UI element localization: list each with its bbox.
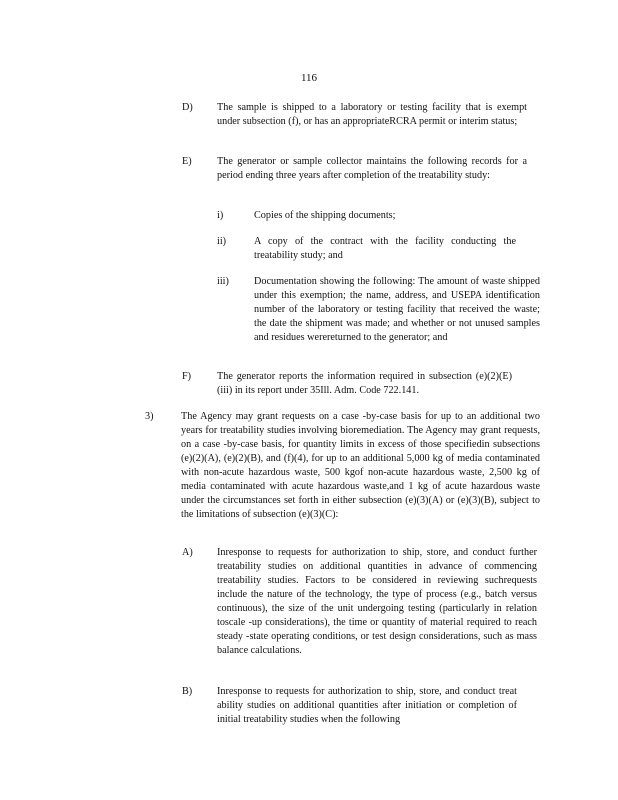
item-3-label: 3): [145, 411, 154, 422]
item-f-label: F): [182, 371, 192, 382]
item-3a-text: Inresponse to requests for authorization to ship, store, and conduct further treatability studies on additional quantities in advance of commencing treatability studies. Factors to be considered in reviewing suchrequests include the nature of the technology, the type of process (e.g., batch versus continuous), the size of the unit undergoing testing (particularly in relation toscale -up considerations), the time or quantity of material required to reach steady -state operating conditions, or test design considerations, such as mass balance calculations.: [217, 547, 537, 656]
page-number: 116: [300, 72, 318, 84]
item-d-text: The sample is shipped to a laboratory or testing facility that is exempt under subsection (f), or has an appropriateRCRA permit or interim status;: [217, 102, 527, 127]
item-3b-label: B): [182, 686, 193, 697]
item-3a-label: A): [182, 547, 193, 558]
item-e-ii-text: A copy of the contract with the facility conducting the treatability study; and: [254, 236, 516, 261]
item-d-label: D): [182, 102, 193, 113]
item-e-i-text: Copies of the shipping documents;: [254, 210, 396, 221]
item-3b-text: Inresponse to requests for authorization to ship, store, and conduct treat ability studies on additional quantities after initiation or completion of initial treatability studies when the following: [217, 686, 517, 725]
item-e-ii-label: ii): [217, 236, 227, 247]
item-e-label: E): [182, 156, 192, 167]
item-e-iii-text: Documentation showing the following: The amount of waste shipped under this exemption; the name, address, and USEPA identification number of the laboratory or testing facility that received the waste; the date the shipment was made; and whether or not unused samples and residues werereturned to the generator; and: [254, 276, 540, 343]
item-e-iii-label: iii): [217, 276, 229, 287]
item-3-text: The Agency may grant requests on a case -by-case basis for up to an additional two years for treatability studies involving bioremediation. The Agency may grant requests, on a case -by-case basis, for quantity limits in excess of those specifiedin subsections (e)(2)(A), (e)(2)(B), and (f)(4), for up to an additional 5,000 kg of media contaminated with non-acute hazardous waste, 500 kgof non-acute hazardous waste, 2,500 kg of media contaminated with acute hazardous waste,and 1 kg of acute hazardous waste under the circumstances set forth in either subsection (e)(3)(A) or (e)(3)(B), subject to the limitations of subsection (e)(3)(C):: [181, 411, 540, 520]
item-e-i-label: i): [217, 210, 224, 221]
item-f-text: The generator reports the information required in subsection (e)(2)(E)(iii) in its report under 35Ill. Adm. Code 722.141.: [217, 371, 512, 396]
item-e-text: The generator or sample collector maintains the following records for a period ending three years after completion of the treatability study:: [217, 156, 527, 181]
